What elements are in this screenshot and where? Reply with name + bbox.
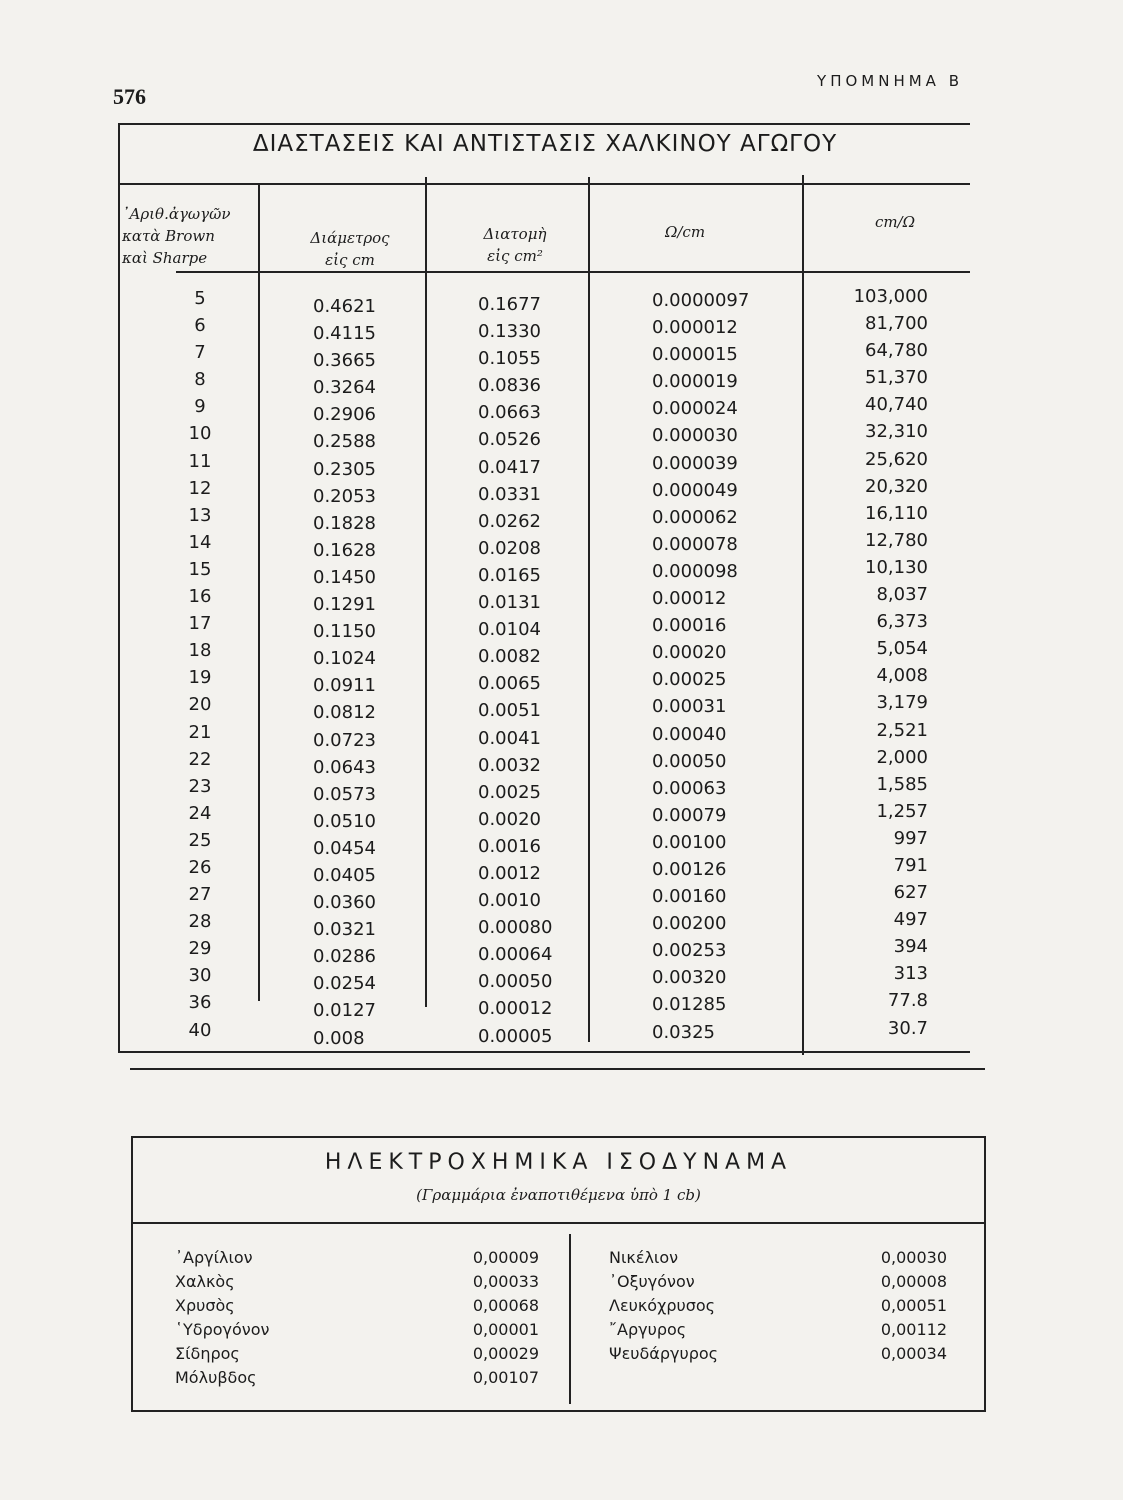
echem-title: ΗΛΕΚΤΡΟΧΗΜΙΚΑ ΙΣΟΔΥΝΑΜΑ xyxy=(324,1150,793,1175)
column-divider xyxy=(258,183,260,1001)
diameter-cell: 0.1828 xyxy=(313,512,376,534)
echem-left-values xyxy=(423,1246,539,1390)
echem-column-divider xyxy=(569,1234,571,1404)
cm-per-ohm-cell: 103,000 xyxy=(853,286,928,307)
ohm-per-cm-cell: 0.000098 xyxy=(652,560,738,582)
cm-per-ohm-cell: 64,780 xyxy=(865,340,928,362)
ohm-per-cm-cell: 0.00025 xyxy=(652,669,727,691)
diameter-cell: 0.2906 xyxy=(313,404,376,426)
cm-per-ohm-cell: 394 xyxy=(893,936,928,958)
section-cell: 0.0051 xyxy=(478,700,541,722)
gauge-cell: 25 xyxy=(188,829,212,851)
gauge-cell: 26 xyxy=(188,856,212,878)
cm-per-ohm-cell: 10,130 xyxy=(865,556,928,578)
gauge-header: ᾿Αριθ.ἀγωγῶν κατὰ Brown καὶ Sharpe xyxy=(122,205,231,267)
diameter-cell: 0.3264 xyxy=(313,377,376,399)
echem-left-elements xyxy=(175,1246,355,1390)
section-cell: 0.00080 xyxy=(478,917,553,939)
ohm-per-cm-cell: 0.00253 xyxy=(652,940,727,962)
cm-per-ohm-cell: 5,054 xyxy=(876,638,928,660)
gauge-cell: 21 xyxy=(188,721,212,743)
diameter-cell: 0.1450 xyxy=(313,566,376,588)
ohm-per-cm-cell: 0.000030 xyxy=(652,425,738,447)
title-divider xyxy=(120,183,970,185)
gauge-cell: 20 xyxy=(188,694,212,716)
cm-per-ohm-cell: 16,110 xyxy=(865,502,928,524)
section-cell: 0.0020 xyxy=(478,808,541,830)
running-head: ΥΠΟΜΝΗΜΑ Β xyxy=(817,72,963,90)
cm-per-ohm-cell: 77.8 xyxy=(887,990,928,1012)
cm-per-ohm-cell: 8,037 xyxy=(876,584,928,606)
ohm-per-cm-cell: 0.00200 xyxy=(652,913,727,935)
cm-per-ohm-cell: 25,620 xyxy=(865,448,928,470)
ohm-per-cm-cell: 0.00079 xyxy=(652,804,727,826)
ohm-per-cm-cell: 0.000012 xyxy=(652,317,738,339)
cm-per-ohm-cell: 997 xyxy=(893,827,928,849)
element-value: 0,00051 xyxy=(880,1296,947,1315)
ohm-per-cm-cell: 0.00012 xyxy=(652,588,727,610)
section-cell: 0.0010 xyxy=(478,890,541,912)
gauge-cell: 18 xyxy=(188,640,212,662)
ohm-per-cm-cell: 0.01285 xyxy=(652,994,727,1016)
section-cell: 0.0065 xyxy=(478,673,541,695)
cm-per-ohm-cell: 627 xyxy=(893,882,928,904)
diameter-cell: 0.1024 xyxy=(313,648,376,670)
element-name: ῎Αργυρος xyxy=(609,1320,687,1339)
diameter-cell: 0.1628 xyxy=(313,539,376,561)
cm-per-ohm-cell: 1,257 xyxy=(876,800,928,822)
header-divider xyxy=(176,271,970,273)
echem-subtitle: (Γραμμάρια ἐναποτιθέμενα ὑπὸ 1 cb) xyxy=(416,1186,701,1204)
cm-per-ohm-header: cm/Ω xyxy=(874,213,916,231)
gauge-cell: 15 xyxy=(188,558,212,580)
ohm-per-cm-cell: 0.000062 xyxy=(652,506,738,528)
gauge-column xyxy=(160,285,240,1044)
section-cell: 0.0262 xyxy=(478,510,541,532)
gauge-cell: 7 xyxy=(194,342,206,364)
cm-per-ohm-cell: 4,008 xyxy=(876,665,928,687)
diameter-cell: 0.1291 xyxy=(313,594,376,616)
cm-per-ohm-cell: 791 xyxy=(893,854,928,876)
gauge-cell: 10 xyxy=(188,423,212,445)
gauge-cell: 30 xyxy=(188,965,212,987)
section-cell: 0.1055 xyxy=(478,348,541,370)
section-cell: 0.1677 xyxy=(478,294,541,315)
gauge-cell: 5 xyxy=(194,288,206,309)
electrochemical-equivalents-box xyxy=(131,1136,986,1412)
element-value: 0,00001 xyxy=(472,1320,539,1339)
cm-per-ohm-cell: 30.7 xyxy=(887,1017,928,1039)
cm-per-ohm-cell: 3,179 xyxy=(876,692,928,714)
diameter-cell: 0.0254 xyxy=(313,973,376,995)
element-name: ᾿Αργίλιον xyxy=(175,1248,253,1267)
gauge-cell: 14 xyxy=(188,531,212,553)
column-divider xyxy=(802,175,804,1055)
section-cell: 0.0331 xyxy=(478,483,541,505)
diameter-cell: 0.0643 xyxy=(313,756,376,778)
element-value: 0,00029 xyxy=(472,1344,539,1363)
ohm-per-cm-cell: 0.000015 xyxy=(652,344,738,366)
diameter-cell: 0.1150 xyxy=(313,621,376,643)
gauge-cell: 40 xyxy=(188,1019,212,1041)
page-number: 576 xyxy=(113,84,146,109)
echem-right-values xyxy=(833,1246,947,1366)
gauge-cell: 36 xyxy=(188,992,212,1014)
echem-right-elements xyxy=(609,1246,799,1366)
cm-per-ohm-cell: 81,700 xyxy=(865,313,928,335)
section-cell: 0.0012 xyxy=(478,862,541,884)
ohm-per-cm-cell: 0.00050 xyxy=(652,750,727,772)
diameter-header: Διάμετρος εἰς cm xyxy=(310,229,390,269)
gauge-cell: 28 xyxy=(188,911,212,933)
element-value: 0,00008 xyxy=(880,1272,947,1291)
cm-per-ohm-cell: 51,370 xyxy=(865,367,928,389)
gauge-cell: 24 xyxy=(188,802,212,824)
gauge-cell: 27 xyxy=(188,884,212,906)
wire-table-title: ΔΙΑΣΤΑΣΕΙΣ ΚΑΙ ΑΝΤΙΣΤΑΣΙΣ ΧΑΛΚΙΝΟΥ ΑΓΩΓΟΥ xyxy=(252,131,838,157)
element-value: 0,00034 xyxy=(880,1344,947,1363)
section-cell: 0.0104 xyxy=(478,619,541,641)
diameter-cell: 0.0812 xyxy=(313,702,376,724)
diameter-cell: 0.008 xyxy=(313,1027,365,1049)
ohm-per-cm-column xyxy=(652,287,792,1046)
ohm-per-cm-cell: 0.0000097 xyxy=(652,290,750,311)
section-cell: 0.00012 xyxy=(478,998,553,1020)
element-name: Χρυσὸς xyxy=(175,1296,235,1315)
section-cell: 0.0836 xyxy=(478,375,541,397)
section-cell: 0.0165 xyxy=(478,564,541,586)
gauge-cell: 6 xyxy=(194,315,206,337)
section-cell: 0.0526 xyxy=(478,429,541,451)
element-name: Σίδηρος xyxy=(175,1344,240,1363)
diameter-cell: 0.3665 xyxy=(313,350,376,372)
section-cell: 0.00005 xyxy=(478,1025,553,1047)
gauge-cell: 17 xyxy=(188,613,212,635)
element-name: Μόλυβδος xyxy=(175,1368,257,1387)
element-value: 0,00009 xyxy=(472,1248,539,1267)
ohm-per-cm-cell: 0.00063 xyxy=(652,777,727,799)
ohm-per-cm-cell: 0.00126 xyxy=(652,858,727,880)
section-column xyxy=(478,291,578,1050)
gauge-cell: 9 xyxy=(194,396,206,418)
gauge-cell: 13 xyxy=(188,504,212,526)
section-cell: 0.0032 xyxy=(478,754,541,776)
ohm-per-cm-header: Ω/cm xyxy=(664,223,706,241)
diameter-cell: 0.0723 xyxy=(313,729,376,751)
diameter-cell: 0.0911 xyxy=(313,675,376,697)
cm-per-ohm-column xyxy=(810,283,928,1042)
ohm-per-cm-cell: 0.000049 xyxy=(652,479,738,501)
section-cell: 0.0025 xyxy=(478,781,541,803)
diameter-cell: 0.4621 xyxy=(313,296,376,317)
element-name: Λευκόχρυσος xyxy=(609,1296,716,1315)
diameter-cell: 0.0360 xyxy=(313,892,376,914)
cm-per-ohm-cell: 6,373 xyxy=(876,611,928,633)
element-name: Ψευδάργυρος xyxy=(609,1344,719,1363)
diameter-cell: 0.0454 xyxy=(313,837,376,859)
ohm-per-cm-cell: 0.00160 xyxy=(652,886,727,908)
element-name: Νικέλιον xyxy=(609,1248,679,1267)
cm-per-ohm-cell: 497 xyxy=(893,909,928,931)
gauge-cell: 8 xyxy=(194,369,206,391)
cm-per-ohm-cell: 1,585 xyxy=(876,773,928,795)
ohm-per-cm-cell: 0.00040 xyxy=(652,723,727,745)
ohm-per-cm-cell: 0.00320 xyxy=(652,967,727,989)
gauge-cell: 29 xyxy=(188,938,212,960)
diameter-cell: 0.2053 xyxy=(313,485,376,507)
table-bottom-rule xyxy=(130,1068,985,1070)
cm-per-ohm-cell: 20,320 xyxy=(865,475,928,497)
column-divider xyxy=(588,177,590,1042)
element-value: 0,00030 xyxy=(880,1248,947,1267)
diameter-cell: 0.0405 xyxy=(313,864,376,886)
section-cell: 0.0016 xyxy=(478,835,541,857)
gauge-cell: 22 xyxy=(188,748,212,770)
section-cell: 0.0663 xyxy=(478,402,541,424)
element-value: 0,00112 xyxy=(880,1320,947,1339)
element-name: Χαλκὸς xyxy=(175,1272,235,1291)
element-value: 0,00107 xyxy=(472,1368,539,1387)
ohm-per-cm-cell: 0.00031 xyxy=(652,696,727,718)
ohm-per-cm-cell: 0.00020 xyxy=(652,642,727,664)
section-cell: 0.0208 xyxy=(478,537,541,559)
element-value: 0,00033 xyxy=(472,1272,539,1291)
echem-divider xyxy=(133,1222,984,1224)
diameter-cell: 0.2588 xyxy=(313,431,376,453)
diameter-cell: 0.4115 xyxy=(313,323,376,345)
ohm-per-cm-cell: 0.0325 xyxy=(652,1021,715,1043)
cm-per-ohm-cell: 2,000 xyxy=(876,746,928,768)
cm-per-ohm-cell: 32,310 xyxy=(865,421,928,443)
gauge-cell: 23 xyxy=(188,775,212,797)
section-cell: 0.0082 xyxy=(478,646,541,668)
section-cell: 0.1330 xyxy=(478,321,541,343)
cm-per-ohm-cell: 12,780 xyxy=(865,529,928,551)
diameter-cell: 0.2305 xyxy=(313,458,376,480)
column-divider xyxy=(425,177,427,1007)
diameter-cell: 0.0286 xyxy=(313,946,376,968)
ohm-per-cm-cell: 0.000019 xyxy=(652,371,738,393)
ohm-per-cm-cell: 0.00100 xyxy=(652,831,727,853)
gauge-cell: 12 xyxy=(188,477,212,499)
section-cell: 0.0417 xyxy=(478,456,541,478)
element-name: ῾Υδρογόνον xyxy=(175,1320,270,1339)
section-cell: 0.0041 xyxy=(478,727,541,749)
gauge-cell: 19 xyxy=(188,667,212,689)
element-value: 0,00068 xyxy=(472,1296,539,1315)
ohm-per-cm-cell: 0.000024 xyxy=(652,398,738,420)
ohm-per-cm-cell: 0.00016 xyxy=(652,615,727,637)
diameter-cell: 0.0127 xyxy=(313,1000,376,1022)
cm-per-ohm-cell: 2,521 xyxy=(876,719,928,741)
diameter-cell: 0.0321 xyxy=(313,919,376,941)
diameter-column xyxy=(313,293,413,1052)
copper-wire-table xyxy=(118,123,970,1053)
ohm-per-cm-cell: 0.000039 xyxy=(652,452,738,474)
gauge-cell: 11 xyxy=(188,450,212,472)
ohm-per-cm-cell: 0.000078 xyxy=(652,533,738,555)
element-name: ᾿Οξυγόνον xyxy=(609,1272,695,1291)
gauge-cell: 16 xyxy=(188,586,212,608)
section-header: Διατομὴ εἰς cm² xyxy=(483,225,547,265)
diameter-cell: 0.0573 xyxy=(313,783,376,805)
cm-per-ohm-cell: 313 xyxy=(893,963,928,985)
cm-per-ohm-cell: 40,740 xyxy=(865,394,928,416)
diameter-cell: 0.0510 xyxy=(313,810,376,832)
section-cell: 0.0131 xyxy=(478,592,541,614)
section-cell: 0.00064 xyxy=(478,944,553,966)
section-cell: 0.00050 xyxy=(478,971,553,993)
